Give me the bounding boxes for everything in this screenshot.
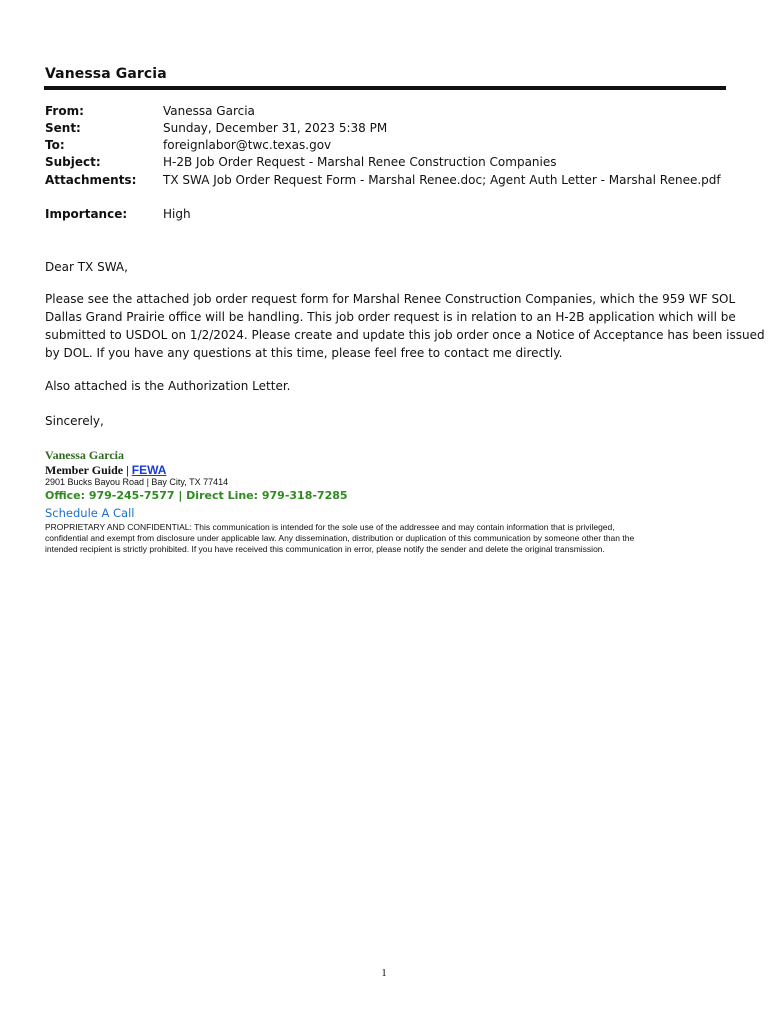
importance-row xyxy=(45,205,735,223)
from-value: Vanessa Garcia xyxy=(163,104,255,118)
paragraph-line: submitted to USDOL on 1/2/2024. Please create and update this job order once a Notice of Acceptance has been issued xyxy=(45,328,765,342)
closing: Sincerely, xyxy=(45,414,104,428)
subject-value: H-2B Job Order Request - Marshal Renee Construction Companies xyxy=(163,155,557,169)
importance-value: High xyxy=(163,207,191,221)
signature-phones: Office: 979-245-7577 | Direct Line: 979-318-7285 xyxy=(45,489,348,502)
sent-label: Sent: xyxy=(45,121,81,135)
from-row xyxy=(45,102,735,120)
attachments-label: Attachments: xyxy=(45,173,137,187)
paragraph-line: Please see the attached job order request form for Marshal Renee Construction Companies, which the 959 WF SOL xyxy=(45,292,736,306)
signature-name: Vanessa Garcia xyxy=(45,448,125,462)
fewa-link[interactable]: FEWA xyxy=(131,463,167,477)
importance-label: Importance: xyxy=(45,207,128,221)
attachments-value: TX SWA Job Order Request Form - Marshal Renee.doc; Agent Auth Letter - Marshal Renee.pdf xyxy=(163,173,721,187)
greeting: Dear TX SWA, xyxy=(45,260,128,274)
schedule-call-link[interactable]: Schedule A Call xyxy=(45,506,135,520)
disclaimer-line: confidential and exempt from disclosure under applicable law. Any dissemination, distribution or duplication of this communication by someone other than the xyxy=(45,533,635,543)
paragraph-line: by DOL. If you have any questions at this time, please feel free to contact me directly. xyxy=(45,346,563,360)
body-paragraph-1 xyxy=(45,290,765,362)
signature-address: 2901 Bucks Bayou Road | Bay City, TX 77414 xyxy=(45,477,229,487)
to-value: foreignlabor@twc.texas.gov xyxy=(163,138,332,152)
sent-row xyxy=(45,119,735,137)
header-rule xyxy=(44,86,726,90)
body-paragraph-2: Also attached is the Authorization Letter. xyxy=(45,379,291,393)
signature-role-text: Member Guide | xyxy=(45,463,129,477)
sent-value: Sunday, December 31, 2023 5:38 PM xyxy=(163,121,388,135)
attachments-row xyxy=(45,171,735,189)
paragraph-line: Dallas Grand Prairie office will be handling. This job order request is in relation to an H-2B application which will be xyxy=(45,310,736,324)
to-row xyxy=(45,136,735,154)
to-label: To: xyxy=(45,138,65,152)
subject-row xyxy=(45,153,735,171)
disclaimer-line: PROPRIETARY AND CONFIDENTIAL: This communication is intended for the sole use of the addressee and may contain information that is privileged, xyxy=(45,522,615,532)
confidentiality-disclaimer xyxy=(45,522,725,555)
signature-role xyxy=(45,463,166,478)
disclaimer-line: intended recipient is strictly prohibited. If you have received this communication in error, please notify the sender and delete the original transmission. xyxy=(45,544,605,554)
page-number: 1 xyxy=(381,967,387,979)
subject-label: Subject: xyxy=(45,155,101,169)
sender-title: Vanessa Garcia xyxy=(45,66,167,82)
from-label: From: xyxy=(45,104,84,118)
